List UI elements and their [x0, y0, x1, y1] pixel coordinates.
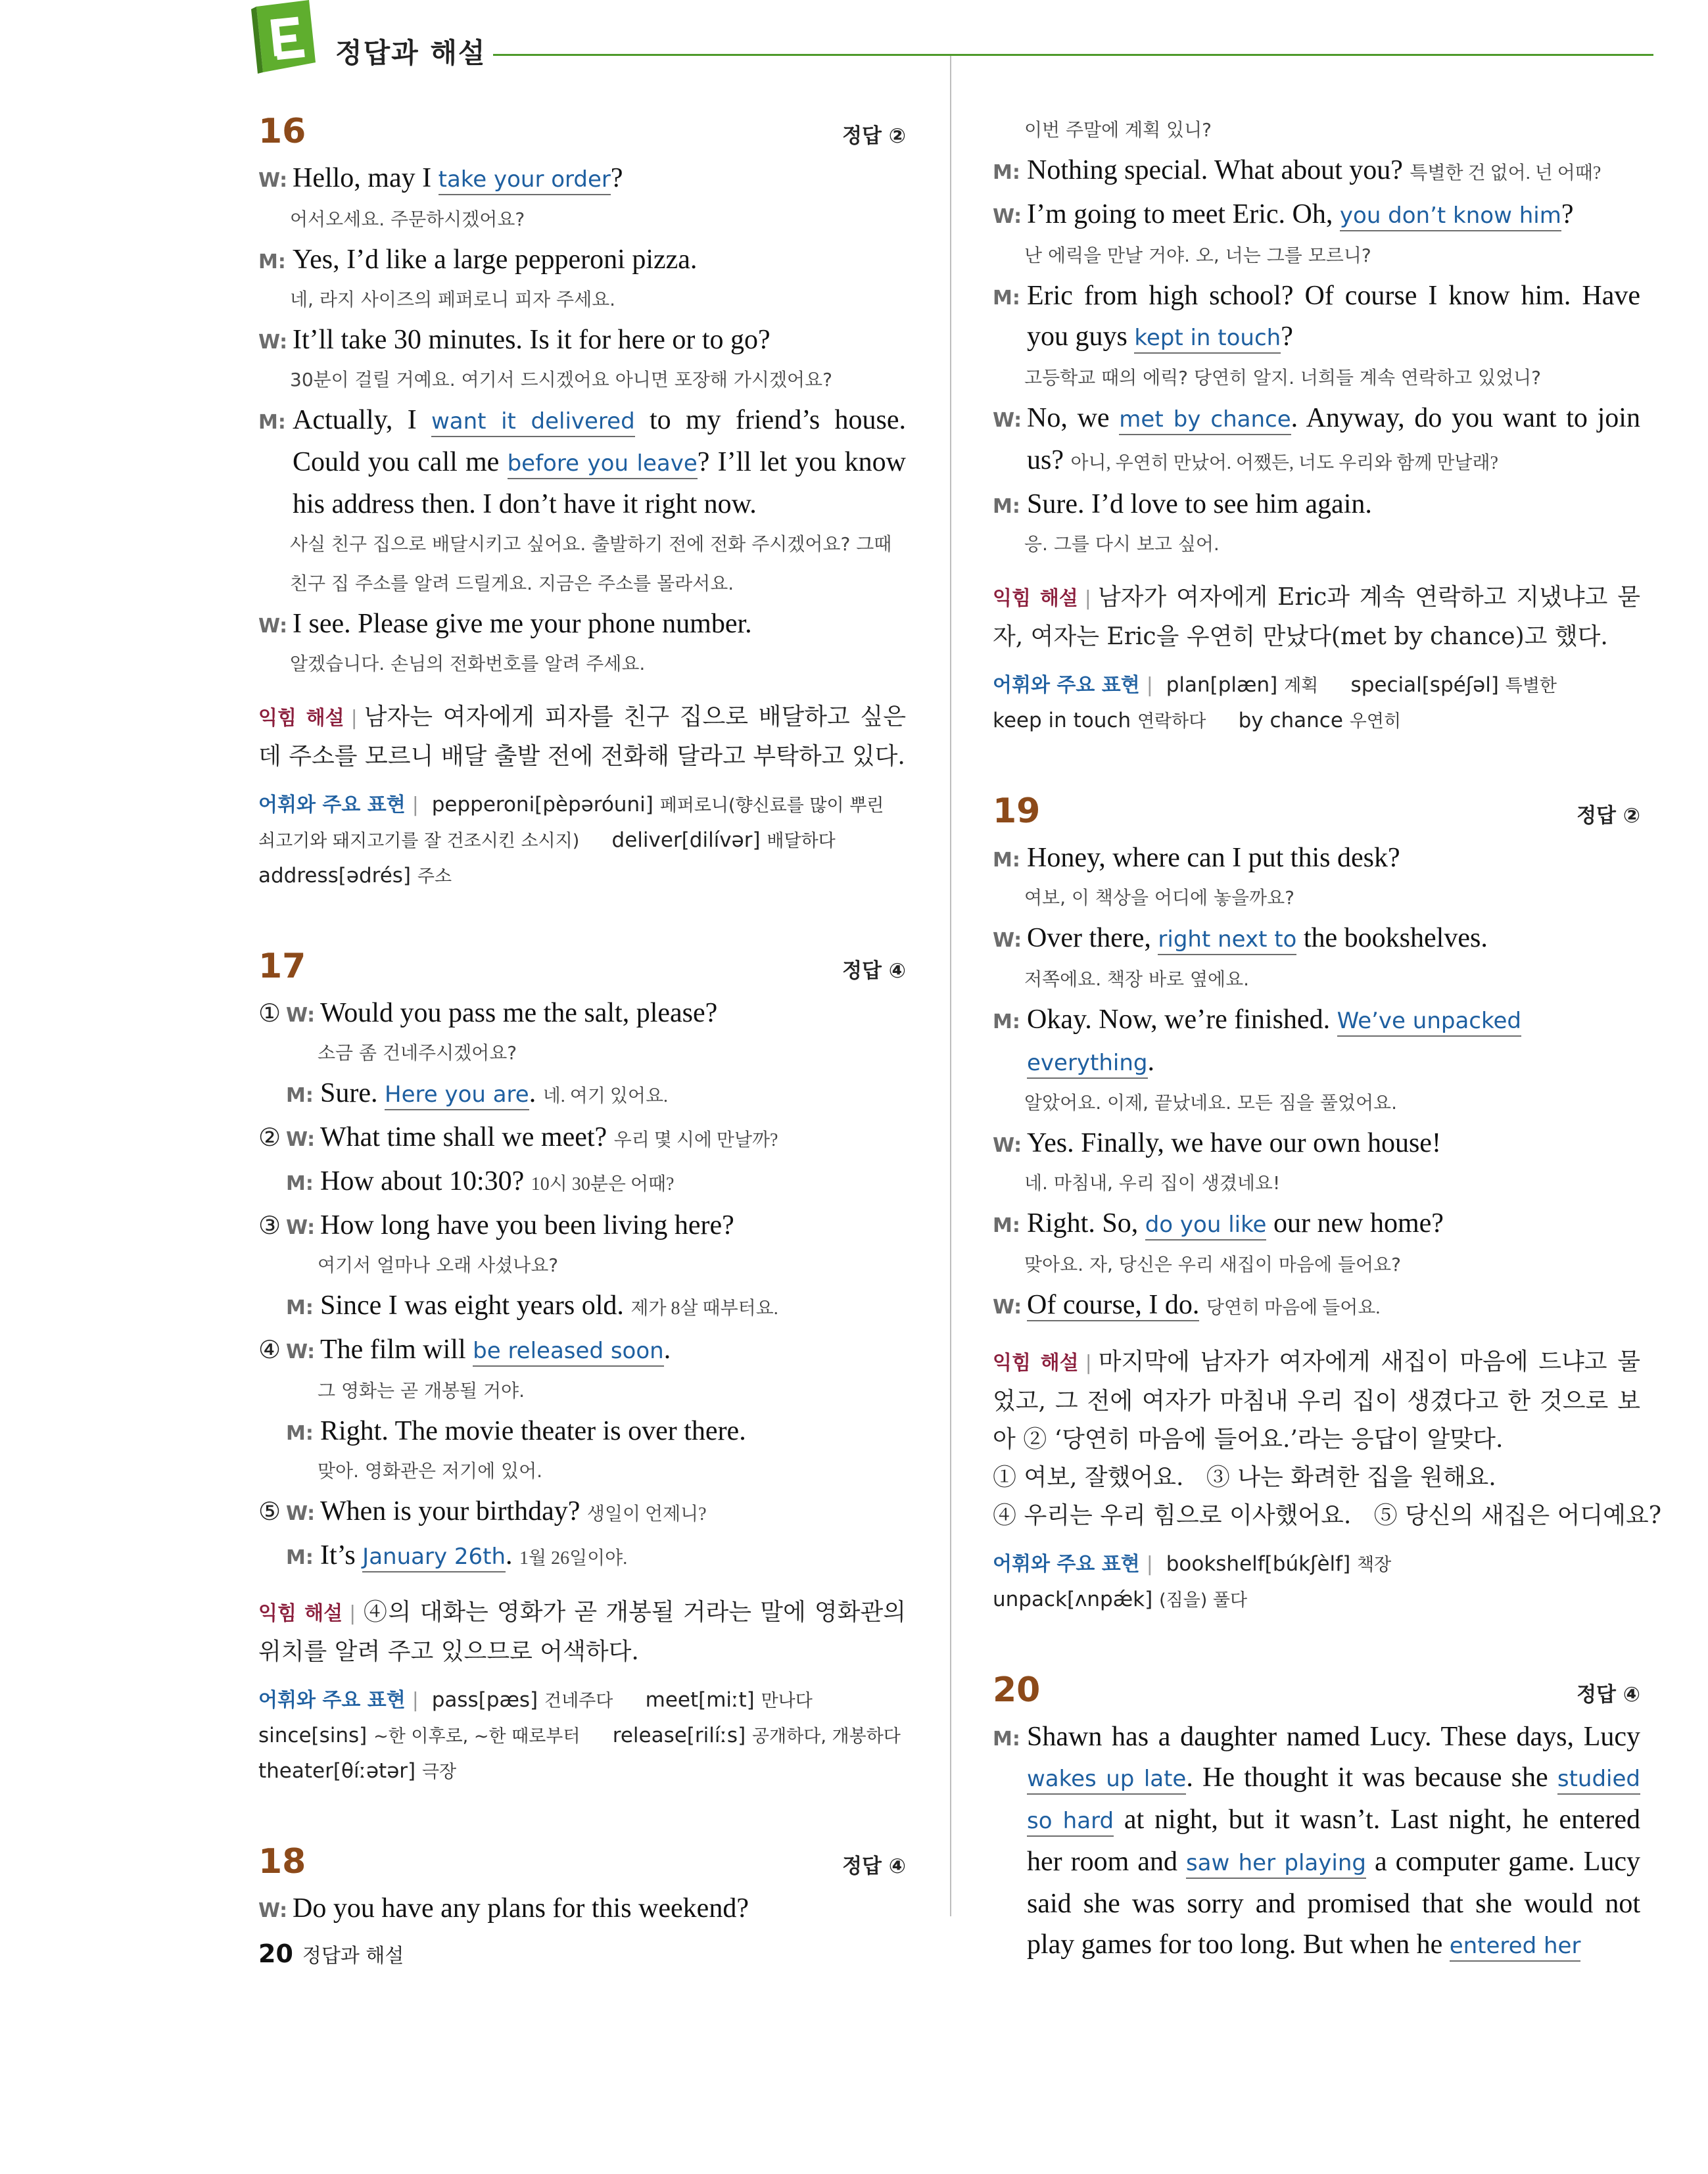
- page-header: [243, 0, 1653, 85]
- option-3: [258, 1205, 906, 1329]
- speaker-label: M:: [258, 411, 286, 434]
- vocab-word: bookshelf[búkʃèlf]: [1166, 1552, 1351, 1576]
- speaker-label: M:: [993, 1728, 1020, 1751]
- key-phrase: Here you are: [385, 1081, 529, 1110]
- key-phrase: wakes up late: [1027, 1766, 1186, 1795]
- explanation-label: 익힘 해설: [993, 587, 1078, 610]
- speaker-label: W:: [258, 1899, 288, 1922]
- question-16: [258, 112, 906, 894]
- korean-translation: 알았어요. 이제, 끝났네요. 모든 짐을 풀었어요.: [1024, 1092, 1397, 1114]
- korean-translation: 소금 좀 건네주시겠어요?: [318, 1042, 517, 1064]
- english-text: the bookshelves.: [1296, 923, 1488, 953]
- vocab-word: unpack[ʌnpǽk]: [993, 1588, 1153, 1611]
- english-text: No, we: [1027, 403, 1120, 433]
- explanation: 익힘 해설 | 마지막에 남자가 여자에게 새집이 마음에 드냐고 물었고, 그 전에 여자가 마침내 우리 집이 생겼다고 한 것으로 보아 ② ‘당연히 마음에 들어요.’라는 응답이 알맞다. ① 여보, 잘했어요. ③ 나는 화려한 집을 원해요. ④ 우리는 우리 힘으로 이사했어요. ⑤ 당신의 새집은 어디예요?: [993, 1348, 1662, 1529]
- speaker-label: W:: [993, 1134, 1022, 1157]
- english-text: .: [663, 1335, 671, 1365]
- explanation: 익힘 해설 | 남자는 여자에게 피자를 친구 집으로 배달하고 싶은데 주소를 모르니 배달 출발 전에 전화해 달라고 부탁하고 있다.: [258, 703, 906, 770]
- option-number: ②: [258, 1123, 281, 1152]
- dialogue-line: [258, 400, 906, 603]
- vocab-meaning: 공개하다, 개봉하다: [752, 1726, 901, 1747]
- key-phrase: kept in touch: [1134, 325, 1281, 354]
- vocabulary-label: 어휘와 주요 표현: [258, 1689, 406, 1712]
- english-text: Right. The movie theater is over there.: [320, 1416, 746, 1446]
- korean-translation: 10시 30분은 어때?: [531, 1174, 675, 1194]
- speaker-label: M:: [993, 849, 1020, 872]
- answer-label: 정답 ④: [1577, 1683, 1640, 1707]
- english-text: Hello, may I: [293, 163, 439, 193]
- english-text: Right. So,: [1027, 1208, 1145, 1239]
- key-phrase: do you like: [1145, 1212, 1267, 1241]
- explanation-text: 남자가 여자에게 Eric과 계속 연락하고 지냈냐고 묻자, 여자는 Eric을 우연히 만났다(met by chance)고 했다.: [993, 584, 1640, 650]
- english-text: Would you pass me the salt, please?: [320, 998, 718, 1028]
- speaker-label: M:: [286, 1422, 314, 1445]
- dialogue-line: [258, 603, 906, 684]
- speaker-label: W:: [286, 1340, 316, 1363]
- vocab-word: theater[θíːətər]: [258, 1759, 416, 1783]
- speaker-label: M:: [286, 1546, 314, 1569]
- english-text: Eric from high school? Of course I know him. Have you guys: [1027, 281, 1640, 352]
- vocab-meaning: ~한 이후로, ~한 때로부터: [373, 1726, 581, 1747]
- vocab-meaning: 계획: [1284, 676, 1319, 696]
- speaker-label: W:: [286, 1502, 316, 1525]
- korean-translation: 알겠습니다. 손님의 전화번호를 알려 주세요.: [290, 653, 646, 674]
- option-2: [258, 1117, 906, 1205]
- vocab-meaning: 책장: [1357, 1555, 1392, 1575]
- english-text: Honey, where can I put this desk?: [1027, 843, 1400, 873]
- option-1: [258, 993, 906, 1117]
- vocabulary: 어휘와 주요 표현 | pass[pæs] 건네주다 meet[miːt] 만나다 since[sins] ~한 이후로, ~한 때로부터 release[rilíːs] 공개하다, 개봉하다 theater[θíːətər] 극장: [258, 1688, 901, 1783]
- question-20: [993, 1670, 1640, 1966]
- speaker-label: M:: [258, 250, 286, 273]
- korean-translation: 고등학교 때의 에릭? 당연히 알지. 너희들 계속 연락하고 있었니?: [1024, 367, 1542, 389]
- speaker-label: W:: [258, 615, 288, 638]
- korean-translation: 우리 몇 시에 만날까?: [613, 1130, 778, 1150]
- explanation-text: ④의 대화는 영화가 곧 개봉될 거라는 말에 영화관의 위치를 알려 주고 있으므로 어색하다.: [258, 1599, 906, 1665]
- english-text: Shawn has a daughter named Lucy. These days, Lucy: [1027, 1722, 1640, 1752]
- answer-label: 정답 ④: [842, 959, 906, 983]
- korean-translation: 생일이 언제니?: [586, 1504, 707, 1524]
- english-text: I see. Please give me your phone number.: [293, 609, 752, 639]
- english-text: .: [1147, 1047, 1155, 1077]
- vocab-meaning: 특별한: [1505, 676, 1557, 696]
- question-number: 16: [258, 112, 306, 151]
- speaker-label: W:: [993, 409, 1022, 432]
- vocab-meaning: 연락하다: [1137, 711, 1206, 732]
- explanation: 익힘 해설 | ④의 대화는 영화가 곧 개봉될 거라는 말에 영화관의 위치를 알려 주고 있으므로 어색하다.: [258, 1599, 906, 1665]
- korean-translation: 난 에릭을 만날 거야. 오, 너는 그를 모르니?: [1024, 245, 1371, 266]
- korean-translation: 어서오세요. 주문하시겠어요?: [290, 208, 525, 230]
- speaker-label: W:: [993, 205, 1022, 228]
- english-text: at night, but it wasn’t. Last night, he entered her room and: [1027, 1805, 1640, 1877]
- option-4: [258, 1329, 906, 1491]
- page-footer: [258, 1939, 404, 1968]
- explanation-label: 익힘 해설: [993, 1352, 1079, 1375]
- korean-translation: 아니, 우연히 만났어. 어쨌든, 너도 우리와 함께 만날래?: [1070, 453, 1498, 473]
- vocab-meaning: 주소: [417, 866, 452, 887]
- key-phrase: be released soon: [473, 1338, 664, 1367]
- vocabulary: 어휘와 주요 표현 | pepperoni[pèpəróuni] 페퍼로니(향신료를 많이 뿌린 쇠고기와 돼지고기를 잘 건조시킨 소시지) deliver[dilívər] 배달하다 address[ədrés] 주소: [258, 793, 884, 887]
- english-text: How about 10:30?: [320, 1166, 525, 1196]
- vocab-word: release[rilíːs]: [612, 1724, 746, 1747]
- vocab-word: pass[pæs]: [431, 1688, 538, 1712]
- question-17: [258, 947, 906, 1789]
- option-number: ①: [258, 999, 281, 1028]
- vocab-meaning: 배달하다: [767, 831, 836, 851]
- explanation-label: 익힘 해설: [258, 707, 344, 730]
- dialogue-line: [258, 158, 906, 239]
- korean-translation: 맞아. 영화관은 저기에 있어.: [318, 1460, 543, 1482]
- explanation: 익힘 해설 | 남자가 여자에게 Eric과 계속 연락하고 지냈냐고 묻자, 여자는 Eric을 우연히 만났다(met by chance)고 했다.: [993, 584, 1640, 650]
- vocab-word: since[sins]: [258, 1724, 368, 1747]
- speaker-label: W:: [993, 929, 1022, 952]
- korean-translation: 맞아요. 자, 당신은 우리 새집이 마음에 들어요?: [1024, 1254, 1401, 1275]
- key-phrase: you don’t know him: [1340, 202, 1561, 231]
- column-divider: [950, 56, 951, 1916]
- english-text: .: [506, 1540, 513, 1571]
- korean-translation: 저쪽에요. 책장 바로 옆에요.: [1024, 968, 1250, 990]
- key-phrase: want it delivered: [431, 408, 635, 437]
- key-phrase: We’ve unpacked everything: [1027, 1008, 1521, 1079]
- speaker-label: M:: [993, 287, 1020, 310]
- answer-label: 정답 ④: [842, 1855, 906, 1878]
- vocab-word: meet[miːt]: [645, 1688, 755, 1712]
- english-text: ?: [1281, 321, 1293, 352]
- header-rule: [493, 54, 1653, 56]
- key-phrase: entered her: [1450, 1933, 1581, 1962]
- korean-translation: 제가 8살 때부터요.: [630, 1298, 778, 1319]
- answer-sentence: Of course, I do.: [1027, 1290, 1200, 1320]
- vocab-meaning: 건네주다: [544, 1691, 613, 1711]
- speaker-label: M:: [993, 1010, 1020, 1033]
- english-text: When is your birthday?: [320, 1496, 581, 1526]
- speaker-label: M:: [286, 1172, 314, 1195]
- other-options-text: ① 여보, 잘했어요. ③ 나는 화려한 집을 원해요.: [993, 1464, 1496, 1491]
- vocab-meaning: 극장: [421, 1762, 457, 1782]
- korean-translation: 30분이 걸릴 거예요. 여기서 드시겠어요 아니면 포장해 가시겠어요?: [290, 369, 832, 390]
- english-text: our new home?: [1266, 1208, 1444, 1239]
- right-column: [993, 118, 1662, 1966]
- korean-translation: 여기서 얼마나 오래 사셨나요?: [318, 1254, 559, 1276]
- option-number: ⑤: [258, 1497, 281, 1526]
- key-phrase: saw her playing: [1186, 1850, 1366, 1879]
- speaker-label: M:: [993, 161, 1020, 184]
- vocabulary-label: 어휘와 주요 표현: [993, 1553, 1140, 1576]
- speaker-label: W:: [286, 1004, 316, 1027]
- vocabulary: 어휘와 주요 표현 | plan[plæn] 계획 special[spéʃəl] 특별한 keep in touch 연락하다 by chance 우연히: [993, 673, 1557, 732]
- question-18-continued: [993, 110, 1640, 739]
- option-5: [258, 1491, 906, 1579]
- english-text: ?: [610, 163, 623, 193]
- speaker-label: M:: [286, 1296, 314, 1319]
- explanation-text: 마지막에 남자가 여자에게 새집이 마음에 드냐고 물었고, 그 전에 여자가 마침내 우리 집이 생겼다고 한 것으로 보아 ② ‘당연히 마음에 들어요.’라는 응답이 알맞다.: [993, 1348, 1640, 1453]
- left-column: [258, 112, 906, 1929]
- question-number: 18: [258, 1842, 306, 1881]
- dialogue-line: [258, 1888, 906, 1929]
- speaker-label: W:: [258, 331, 288, 354]
- speaker-label: W:: [258, 169, 288, 192]
- korean-translation: 네, 라지 사이즈의 페퍼로니 피자 주세요.: [290, 289, 616, 310]
- english-text: ?: [1561, 199, 1574, 229]
- vocab-meaning: 페퍼로니(향신료를 많이 뿌린 쇠고기와 돼지고기를 잘 건조시킨 소시지): [258, 795, 884, 851]
- question-number: 17: [258, 947, 306, 986]
- english-text: How long have you been living here?: [320, 1210, 734, 1241]
- speaker-label: M:: [993, 495, 1020, 518]
- korean-translation: 여보, 이 책상을 어디에 놓을까요?: [1024, 887, 1294, 909]
- vocabulary: 어휘와 주요 표현 | bookshelf[búkʃèlf] 책장 unpack[ʌnpǽk] (짐을) 풀다: [993, 1552, 1392, 1611]
- vocab-meaning: 만나다: [761, 1691, 813, 1711]
- korean-translation: 그 영화는 곧 개봉될 거야.: [318, 1380, 525, 1402]
- vocab-word: by chance: [1238, 709, 1343, 732]
- dialogue-line: [258, 319, 906, 400]
- korean-translation: 당연히 마음에 들어요.: [1206, 1298, 1381, 1318]
- english-text: a computer game. Lucy said she was sorry and promised that she would not play games for too long. But when he: [1027, 1847, 1640, 1960]
- english-text: Yes, I’d like a large pepperoni pizza.: [293, 245, 698, 275]
- korean-translation: 응. 그를 다시 보고 싶어.: [1024, 533, 1220, 555]
- english-text: .: [529, 1078, 536, 1108]
- english-text: The film will: [320, 1335, 473, 1365]
- dialogue-line: [258, 239, 906, 319]
- answer-label: 정답 ②: [1577, 804, 1640, 828]
- option-number: ③: [258, 1211, 281, 1240]
- explanation-label: 익힘 해설: [258, 1602, 343, 1625]
- key-phrase: take your order: [439, 166, 611, 195]
- vocabulary-label: 어휘와 주요 표현: [258, 793, 406, 816]
- key-phrase: January 26th: [362, 1544, 506, 1572]
- page-number: 20: [258, 1939, 293, 1968]
- vocab-word: address[ədrés]: [258, 864, 412, 887]
- speaker-label: M:: [286, 1084, 314, 1107]
- english-text: Sure.: [320, 1078, 385, 1108]
- english-text: . He thought it was because she: [1186, 1762, 1557, 1793]
- english-text: . Anyway, do you want to join us?: [1027, 403, 1640, 475]
- speaker-label: W:: [286, 1216, 316, 1239]
- vocab-word: keep in touch: [993, 709, 1131, 732]
- english-text: Do you have any plans for this weekend?: [293, 1893, 749, 1924]
- footer-text: 정답과 해설: [302, 1945, 404, 1968]
- answer-label: 정답 ②: [842, 124, 906, 148]
- english-text: It’s: [320, 1540, 363, 1571]
- monologue: [993, 1716, 1640, 1966]
- korean-translation: 특별한 건 없어. 넌 어때?: [1410, 163, 1601, 183]
- speaker-label: W:: [993, 1296, 1022, 1319]
- english-text: Since I was eight years old.: [320, 1290, 624, 1321]
- korean-translation: 네. 마침내, 우리 집이 생겼네요!: [1024, 1172, 1281, 1194]
- english-text: It’ll take 30 minutes. Is it for here or to go?: [293, 325, 771, 355]
- vocab-word: deliver[dilívər]: [611, 828, 761, 852]
- english-text: Over there,: [1027, 923, 1158, 953]
- english-text: Actually, I: [293, 405, 431, 435]
- english-text: to my friend’s house. Could you call me: [293, 405, 906, 477]
- question-18: [258, 1842, 906, 1929]
- english-text: Nothing special. What about you?: [1027, 155, 1403, 185]
- english-text: What time shall we meet?: [320, 1122, 607, 1152]
- key-phrase: met by chance: [1119, 406, 1291, 435]
- vocab-word: plan[plæn]: [1166, 673, 1278, 697]
- vocab-word: special[spéʃəl]: [1350, 673, 1499, 697]
- english-text: I’m going to meet Eric. Oh,: [1027, 199, 1340, 229]
- korean-translation: 이번 주말에 계획 있니?: [1024, 119, 1212, 141]
- vocabulary-label: 어휘와 주요 표현: [993, 674, 1140, 697]
- other-options-text: ④ 우리는 우리 힘으로 이사했어요. ⑤ 당신의 새집은 어디예요?: [993, 1502, 1662, 1529]
- vocab-meaning: (짐을) 풀다: [1159, 1590, 1248, 1611]
- english-text: Sure. I’d love to see him again.: [1027, 489, 1372, 519]
- book-logo-icon: [243, 0, 322, 79]
- key-phrase: right next to: [1158, 926, 1296, 955]
- key-phrase: studied so hard: [1027, 1766, 1640, 1837]
- question-number: 19: [993, 792, 1041, 831]
- vocab-word: pepperoni[pèpəróuni]: [431, 793, 653, 816]
- question-number: 20: [993, 1670, 1041, 1710]
- question-19: [993, 792, 1662, 1618]
- english-text: Yes. Finally, we have our own house!: [1027, 1128, 1441, 1158]
- korean-translation: 1월 26일이야.: [519, 1548, 628, 1569]
- speaker-label: W:: [286, 1128, 316, 1151]
- korean-translation: 네. 여기 있어요.: [542, 1086, 669, 1106]
- option-number: ④: [258, 1335, 281, 1364]
- english-text: Okay. Now, we’re finished.: [1027, 1004, 1337, 1035]
- header-title: 정답과 해설: [335, 37, 486, 69]
- korean-translation: 사실 친구 집으로 배달시키고 싶어요. 출발하기 전에 전화 주시겠어요? 그때 친구 집 주소를 알려 드릴게요. 지금은 주소를 몰라서요.: [290, 533, 892, 594]
- speaker-label: M:: [993, 1214, 1020, 1237]
- english-text: ? I’ll let you know his address then. I don’t have it right now.: [293, 447, 906, 519]
- vocab-meaning: 우연히: [1349, 711, 1402, 732]
- explanation-text: 남자는 여자에게 피자를 친구 집으로 배달하고 싶은데 주소를 모르니 배달 출발 전에 전화해 달라고 부탁하고 있다.: [258, 703, 906, 770]
- key-phrase: before you leave: [508, 450, 698, 479]
